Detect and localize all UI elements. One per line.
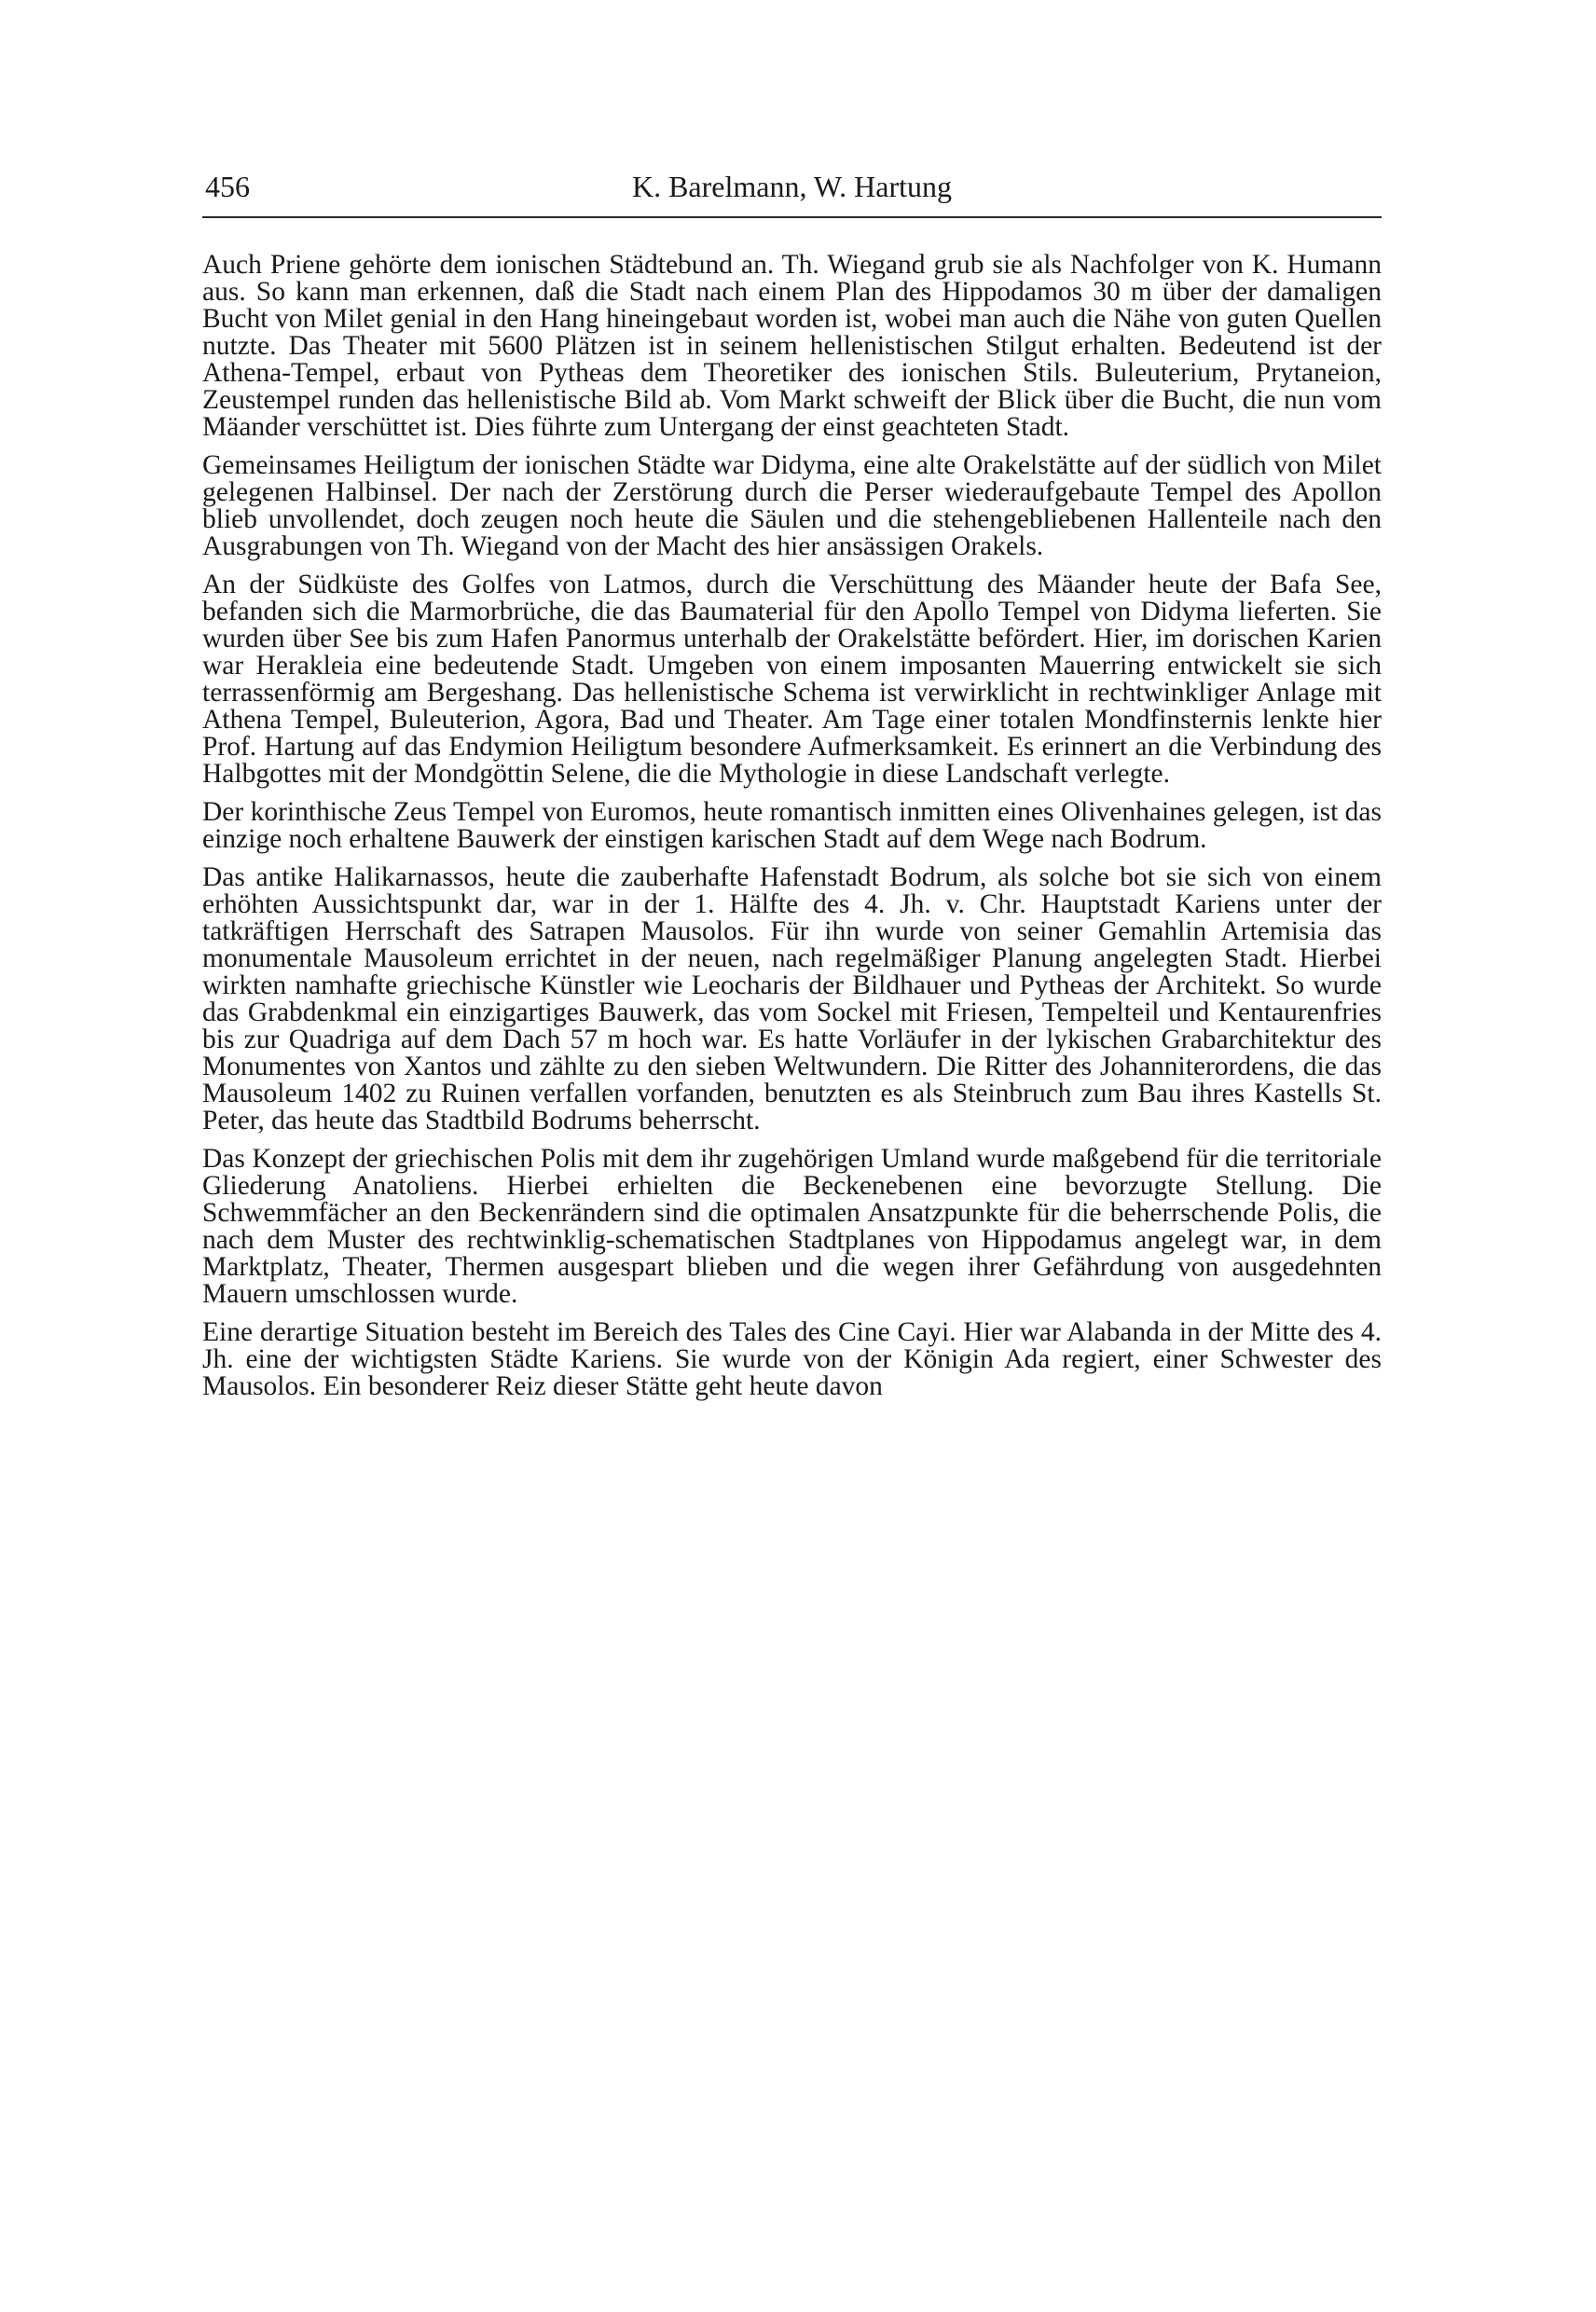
header-rule bbox=[202, 216, 1382, 218]
running-head: K. Barelmann, W. Hartung bbox=[631, 170, 953, 203]
document-page bbox=[202, 0, 1382, 2312]
paragraph-euromos: Der korinthische Zeus Tempel von Euromos, heute romantisch inmitten eines Olivenhaines gelegen, ist das einzige noch erhaltene Bauwerk der einstigen karischen Stadt auf dem Wege nach Bodrum. bbox=[202, 797, 1382, 854]
paragraph-didyma: Gemeinsames Heiligtum der ionischen Städte war Didyma, eine alte Orakelstätte auf der südlich von Milet gelegenen Halbinsel. Der nach der Zerstörung durch die Perser wiederaufgebaute Tempel des Apollon blieb unvollendet, doch zeugen noch heute die Säulen und die stehengebliebenen Hallenteile nach den Ausgrabungen von Th. Wiegand von der Macht des hier ansässigen Orakels. bbox=[202, 450, 1382, 561]
body-text bbox=[202, 252, 1382, 1411]
paragraph-halikarnassos: Das antike Halikarnassos, heute die zauberhafte Hafenstadt Bodrum, als solche bot sie sich von einem erhöhten Aussichtspunkt dar, war in der 1. Hälfte des 4. Jh. v. Chr. Hauptstadt Kariens unter der tatkräftigen Herrschaft des Satrapen Mausolos. Für ihn wurde von seiner Gemahlin Artemisia das monumentale Mausoleum errichtet in der neuen, nach regelmäßiger Planung angelegten Stadt. Hierbei wirkten namhafte griechische Künstler wie Leocharis der Bildhauer und Pytheas der Architekt. So wurde das Grabdenkmal ein einzigartiges Bauwerk, das vom Sockel mit Friesen, Tempelteil und Kentaurenfries bis zur Quadriga auf dem Dach 57 m hoch war. Es hatte Vorläufer in der lykischen Grabarchitektur des Monumentes von Xantos und zählte zu den sieben Weltwundern. Die Ritter des Johanniterordens, die das Mausoleum 1402 zu Ruinen verfallen vorfanden, benutzten es als Steinbruch zum Bau ihres Kastells St. Peter, das heute das Stadtbild Bodrums beherrscht. bbox=[202, 862, 1382, 1135]
paragraph-polis: Das Konzept der griechischen Polis mit dem ihr zugehörigen Umland wurde maßgebend für die territoriale Gliederung Anatoliens. Hierbei erhielten die Beckenebenen eine bevorzugte Stellung. Die Schwemmfächer an den Beckenrändern sind die optimalen Ansatzpunkte für die beherrschende Polis, die nach dem Muster des rechtwinklig-schematischen Stadtplanes von Hippodamus angelegt war, in dem Marktplatz, Theater, Thermen ausgespart blieben und die wegen ihrer Gefährdung von ausgedehnten Mauern umschlossen wurde. bbox=[202, 1144, 1382, 1309]
paragraph-alabanda: Eine derartige Situation besteht im Bereich des Tales des Cine Cayi. Hier war Alabanda in der Mitte des 4. Jh. eine der wichtigsten Städte Kariens. Sie wurde von der Königin Ada regiert, einer Schwester des Mausolos. Ein besonderer Reiz dieser Stätte geht heute davon bbox=[202, 1317, 1382, 1401]
page-header bbox=[202, 166, 1382, 207]
paragraph-herakleia: An der Südküste des Golfes von Latmos, durch die Verschüttung des Mäander heute der Bafa See, befanden sich die Marmorbrüche, die das Baumaterial für den Apollo Tempel von Didyma lieferten. Sie wurden über See bis zum Hafen Panormus unterhalb der Orakelstätte befördert. Hier, im dorischen Karien war Herakleia eine bedeutende Stadt. Umgeben von einem imposanten Mauerring entwickelt sie sich terrassenförmig am Bergeshang. Das hellenistische Schema ist verwirklicht in rechtwinkliger Anlage mit Athena Tempel, Buleuterion, Agora, Bad und Theater. Am Tage einer totalen Mondfinsternis lenkte hier Prof. Hartung auf das Endymion Heiligtum besondere Aufmerksamkeit. Es erinnert an die Verbindung des Halbgottes mit der Mondgöttin Selene, die die Mythologie in diese Landschaft verlegte. bbox=[202, 570, 1382, 789]
page-number: 456 bbox=[205, 170, 250, 203]
paragraph-priene: Auch Priene gehörte dem ionischen Städtebund an. Th. Wiegand grub sie als Nachfolger von K. Humann aus. So kann man erkennen, daß die Stadt nach einem Plan des Hippodamos 30 m über der damaligen Bucht von Milet genial in den Hang hineingebaut worden ist, wobei man auch die Nähe von guten Quellen nutzte. Das Theater mit 5600 Plätzen ist in seinem hellenistischen Stilgut erhalten. Bedeutend ist der Athena-Tempel, erbaut von Pytheas dem Theoretiker des ionischen Stils. Buleuterium, Prytaneion, Zeustempel runden das hellenistische Bild ab. Vom Markt schweift der Blick über die Bucht, die nun vom Mäander verschüttet ist. Dies führte zum Untergang der einst geachteten Stadt. bbox=[202, 250, 1382, 442]
